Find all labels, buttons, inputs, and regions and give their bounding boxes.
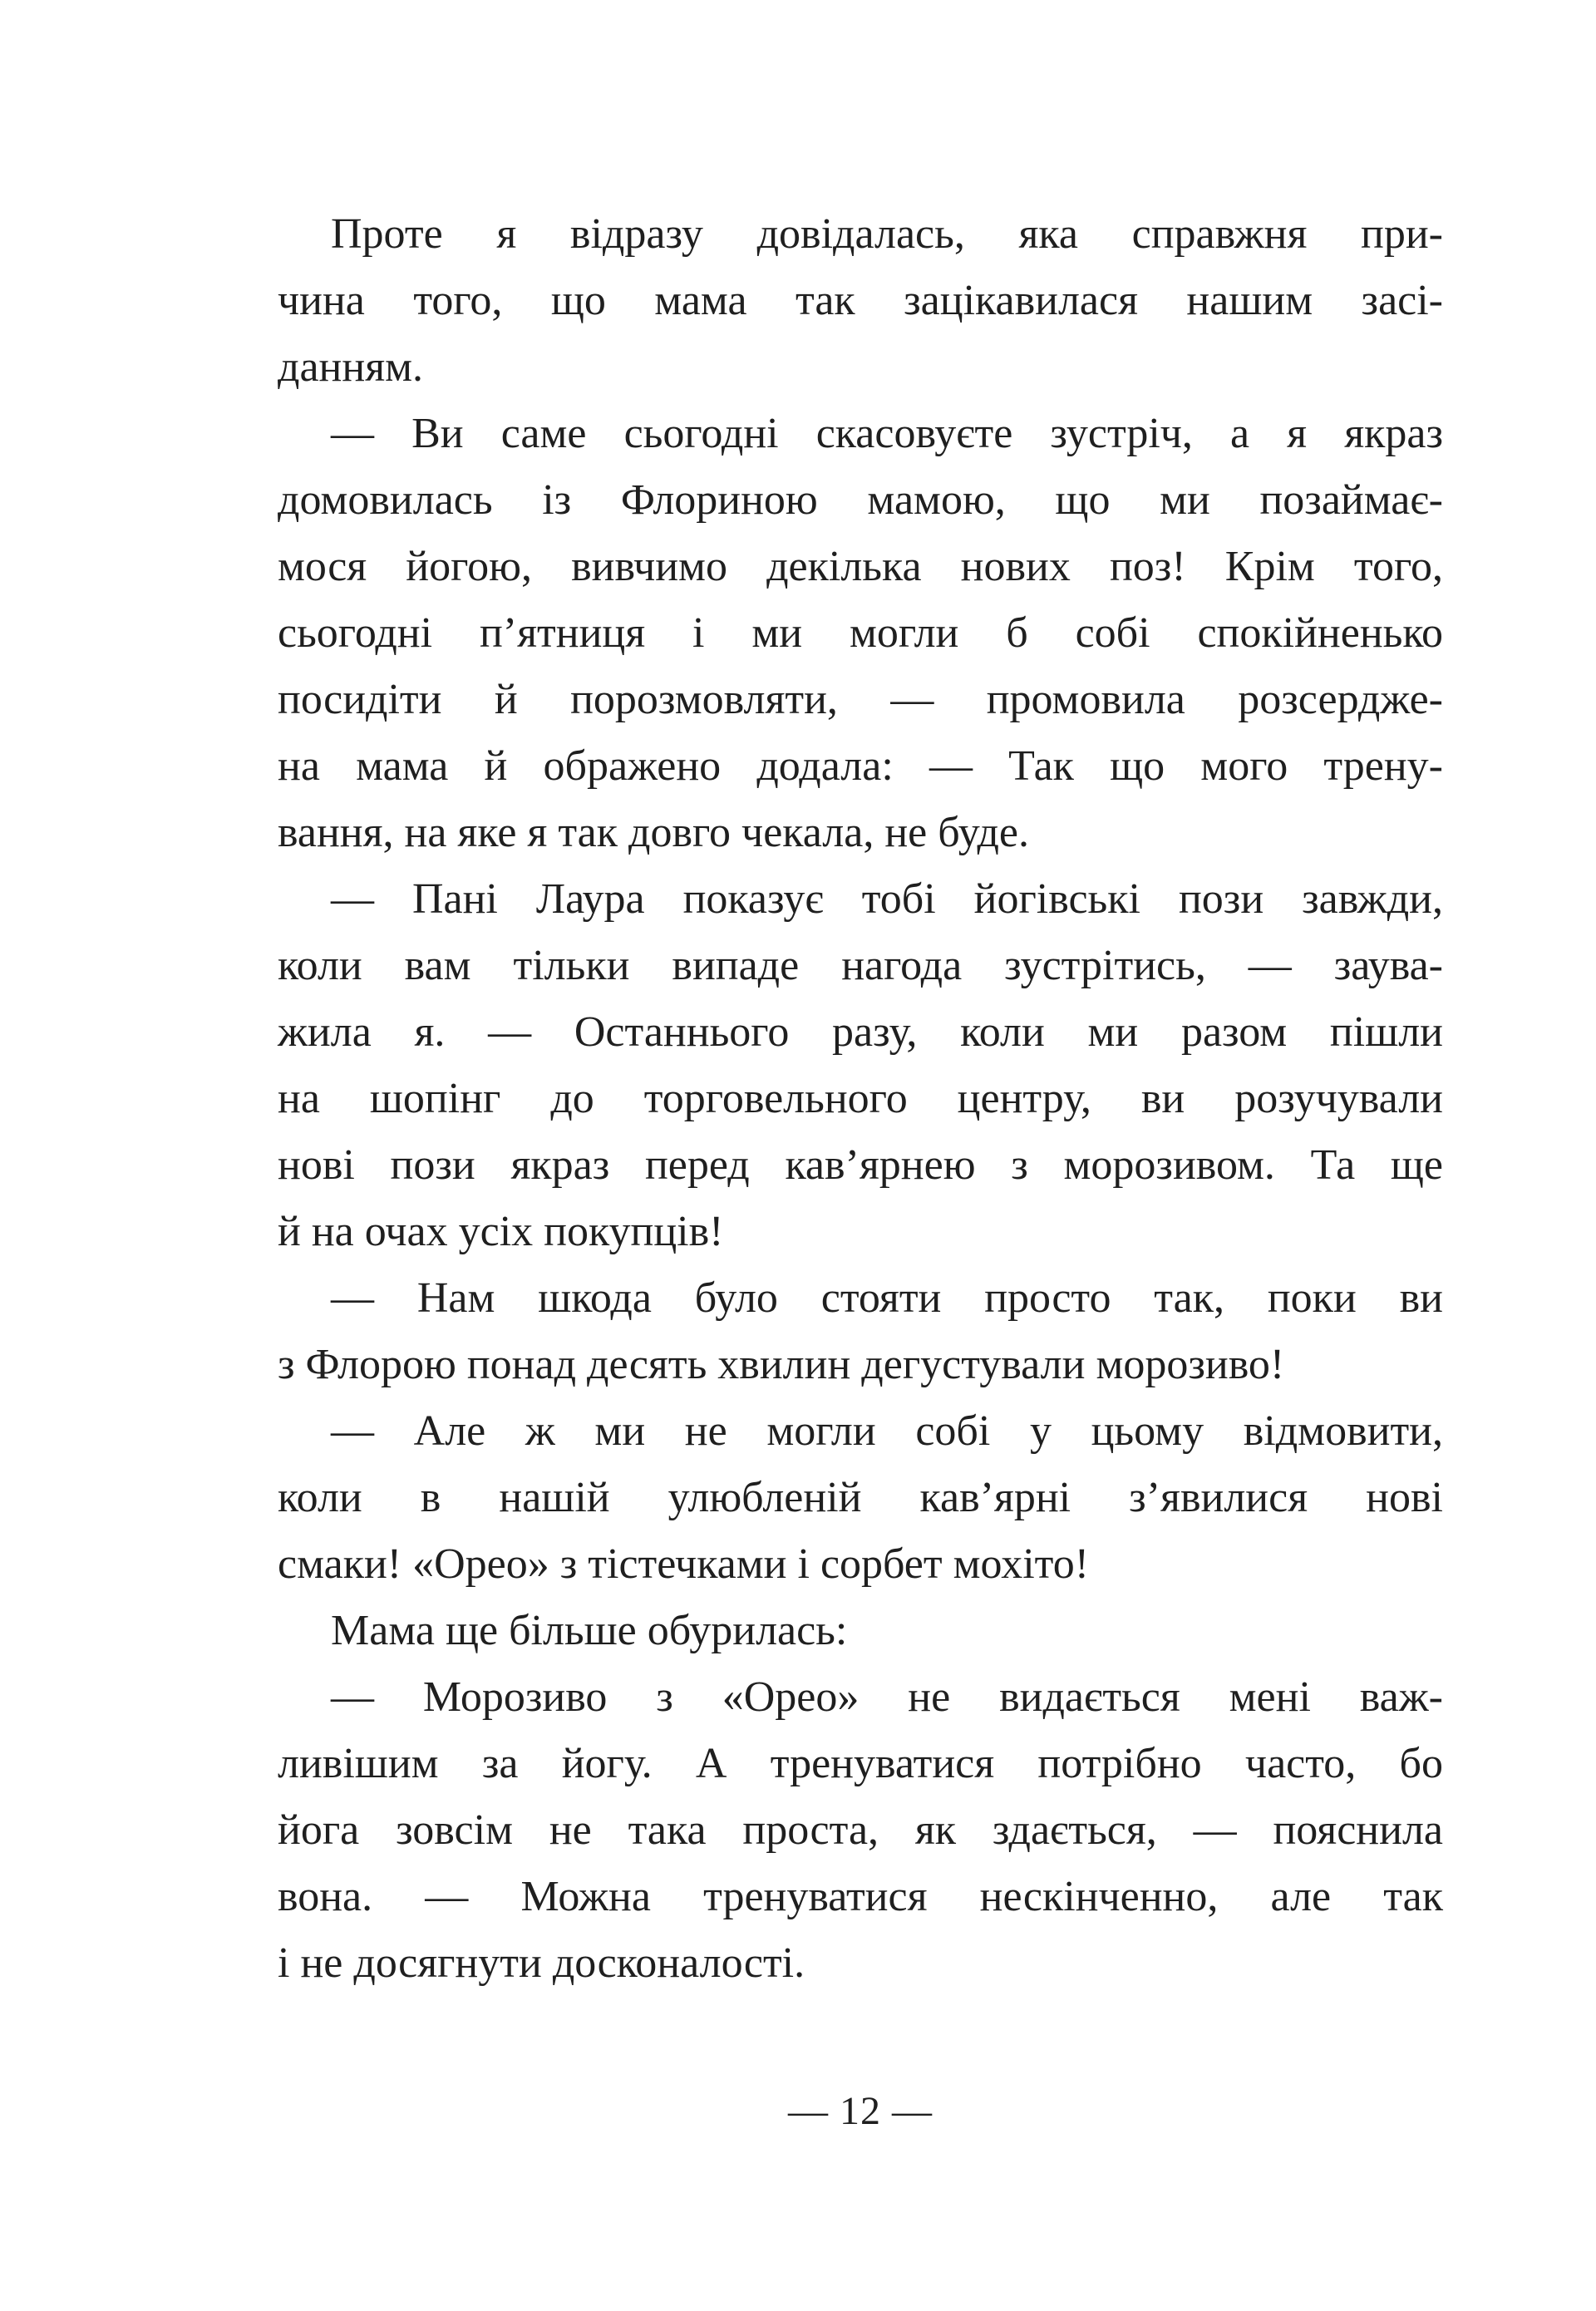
text-line: на мама й ображено додала: — Так що мого трену- bbox=[278, 742, 1443, 790]
text-line: коли в нашій улюбленій кав’ярні з’явилися нові bbox=[278, 1474, 1443, 1521]
text-line: домовилась із Флориною мамою, що ми позаймає- bbox=[278, 476, 1443, 524]
text-line: — Нам шкода було стояти просто так, поки ви bbox=[331, 1274, 1443, 1322]
paragraph-dialogue bbox=[278, 1664, 1443, 1997]
text-line: сьогодні п’ятниця і ми могли б собі спокійненько bbox=[278, 609, 1443, 657]
text-line: смаки! «Орео» з тістечками і сорбет мохіто! bbox=[278, 1540, 1090, 1588]
text-line: чина того, що мама так зацікавилася нашим засі- bbox=[278, 277, 1443, 324]
page-number bbox=[278, 2088, 1443, 2134]
paragraph bbox=[278, 201, 1443, 401]
text-line: на шопінг до торговельного центру, ви розучували bbox=[278, 1075, 1443, 1122]
text-line: данням. bbox=[278, 343, 424, 391]
paragraph-dialogue bbox=[278, 866, 1443, 1265]
text-line: йога зовсім не така проста, як здається, — пояснила bbox=[278, 1806, 1443, 1854]
text-line: посидіти й порозмовляти, — промовила розсердже- bbox=[278, 676, 1443, 723]
text-line: — Пані Лаура показує тобі йогівські пози завжди, bbox=[331, 875, 1443, 923]
paragraph bbox=[278, 1598, 1443, 1664]
paragraph-dialogue bbox=[278, 1265, 1443, 1398]
text-line: жила я. — Останнього разу, коли ми разом пішли bbox=[278, 1008, 1443, 1056]
text-line: Проте я відразу довідалась, яка справжня при- bbox=[331, 210, 1443, 258]
text-line: й на очах усіх покупців! bbox=[278, 1208, 724, 1255]
text-line: вона. — Можна тренуватися нескінченно, але так bbox=[278, 1873, 1443, 1920]
text-line: Мама ще більше обурилась: bbox=[331, 1607, 848, 1654]
text-line: — Морозиво з «Орео» не видається мені важ- bbox=[331, 1673, 1443, 1721]
text-line: — Але ж ми не могли собі у цьому відмовити, bbox=[331, 1407, 1443, 1455]
text-line: вання, на яке я так довго чекала, не буде. bbox=[278, 809, 1029, 856]
text-line: мося йогою, вивчимо декілька нових поз! Крім того, bbox=[278, 543, 1443, 590]
text-line: ливішим за йогу. А тренуватися потрібно часто, бо bbox=[278, 1740, 1443, 1787]
text-line: і не досягнути досконалості. bbox=[278, 1939, 805, 1987]
text-line: нові пози якраз перед кав’ярнею з морозивом. Та ще bbox=[278, 1141, 1443, 1189]
page-number-text: — 12 — bbox=[788, 2089, 933, 2133]
text-line: коли вам тільки випаде нагода зустрітись, — заува- bbox=[278, 942, 1443, 989]
page-text-block bbox=[278, 201, 1443, 1997]
text-line: з Флорою понад десять хвилин дегустували морозиво! bbox=[278, 1341, 1285, 1388]
text-line: — Ви саме сьогодні скасовуєте зустріч, а я якраз bbox=[331, 410, 1443, 457]
paragraph-dialogue bbox=[278, 1398, 1443, 1598]
paragraph-dialogue bbox=[278, 401, 1443, 866]
